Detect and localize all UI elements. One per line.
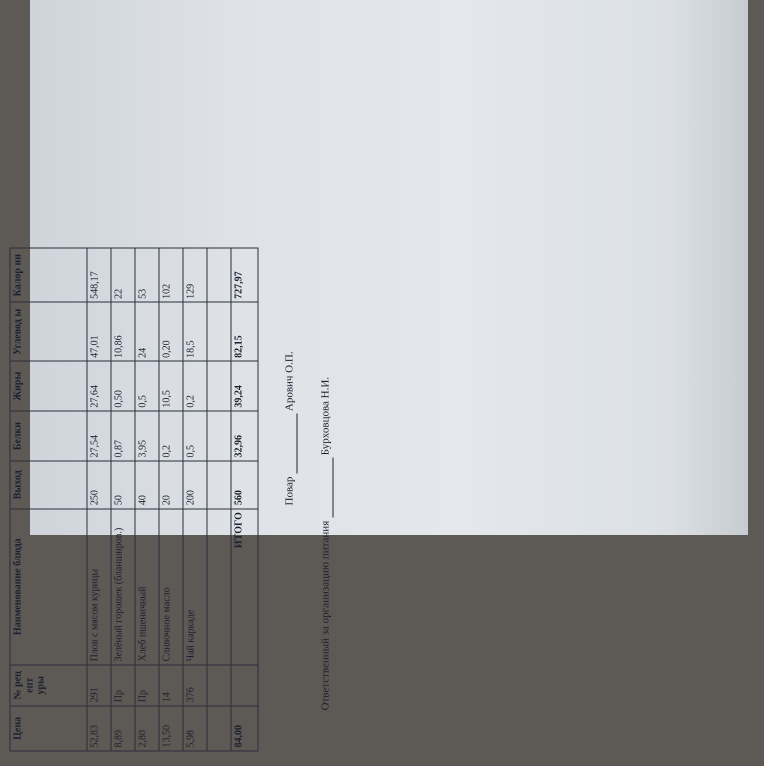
header-proteins: Белки xyxy=(10,411,87,461)
responsible-name: Бурховцова Н.И. xyxy=(319,376,332,456)
cell-price: 52,83 xyxy=(87,706,111,751)
cell-fats: 0,2 xyxy=(183,361,207,411)
cell-calories: 53 xyxy=(135,248,159,302)
cook-name: Арович О.П. xyxy=(283,351,296,412)
total-price: 84,00 xyxy=(231,706,258,751)
cell-calories: 129 xyxy=(183,248,207,302)
cell-price: 2,80 xyxy=(135,706,159,751)
cell-dish: Чай каркаде xyxy=(183,509,207,665)
cell-carbs: 47,01 xyxy=(87,302,111,361)
cell-output: 50 xyxy=(111,461,135,509)
cell-proteins: 0,2 xyxy=(159,411,183,461)
cell-fats: 0,5 xyxy=(135,361,159,411)
total-fats: 39,24 xyxy=(231,361,258,411)
cell-calories xyxy=(207,248,231,302)
table-row xyxy=(159,248,183,751)
cell-price xyxy=(207,706,231,751)
cell-proteins: 27,54 xyxy=(87,411,111,461)
header-dish: Наименование блюда xyxy=(10,509,87,665)
total-label: ИТОГО xyxy=(231,509,258,665)
total-calories: 727,97 xyxy=(231,248,258,302)
cell-carbs: 18,5 xyxy=(183,302,207,361)
cell-dish xyxy=(207,509,231,665)
cell-dish: Плов с мясом курицы xyxy=(87,509,111,665)
cell-price: 5,98 xyxy=(183,706,207,751)
cell-carbs: 0,20 xyxy=(159,302,183,361)
header-calories: Калор ии xyxy=(10,248,87,302)
cell-fats: 27,64 xyxy=(87,361,111,411)
cell-proteins: 0,5 xyxy=(183,411,207,461)
header-output: Выход xyxy=(10,461,87,509)
table-row xyxy=(183,248,207,751)
table-total-row xyxy=(231,248,258,751)
cell-recipe xyxy=(207,665,231,706)
responsible-signature xyxy=(320,458,334,518)
total-recipe xyxy=(231,665,258,706)
header-recipe: № рец епт уры xyxy=(10,665,87,706)
rotated-page xyxy=(0,231,564,766)
cell-proteins xyxy=(207,411,231,461)
total-proteins: 32,96 xyxy=(231,411,258,461)
cell-output: 20 xyxy=(159,461,183,509)
cell-calories: 548,17 xyxy=(87,248,111,302)
responsible-signature-line xyxy=(320,377,334,711)
cell-output: 40 xyxy=(135,461,159,509)
cell-recipe: 14 xyxy=(159,665,183,706)
table-row xyxy=(135,248,159,751)
table-header-row xyxy=(10,248,87,751)
paper-shadow xyxy=(668,0,748,535)
cook-signature-line xyxy=(284,351,298,505)
total-carbs: 82,15 xyxy=(231,302,258,361)
cell-dish: Сливочное масло xyxy=(159,509,183,665)
cell-recipe: 376 xyxy=(183,665,207,706)
header-carbs: Углевод ы xyxy=(10,302,87,361)
table-row xyxy=(111,248,135,751)
cell-dish: Хлеб пшеничный xyxy=(135,509,159,665)
header-fats: Жиры xyxy=(10,361,87,411)
cell-recipe: Пр xyxy=(111,665,135,706)
cell-carbs xyxy=(207,302,231,361)
document-paper xyxy=(12,0,748,748)
cell-calories: 102 xyxy=(159,248,183,302)
cell-fats: 0,50 xyxy=(111,361,135,411)
cell-price: 13,50 xyxy=(159,706,183,751)
header-price: Цена xyxy=(10,706,87,751)
cell-price: 8,89 xyxy=(111,706,135,751)
cell-dish: Зелёный горошек (бланширов.) xyxy=(111,509,135,665)
menu-table xyxy=(10,248,259,752)
cell-output: 250 xyxy=(87,461,111,509)
cell-recipe: 291 xyxy=(87,665,111,706)
table-row xyxy=(87,248,111,751)
cell-fats: 10,5 xyxy=(159,361,183,411)
cell-recipe: Пр xyxy=(135,665,159,706)
table-row-empty xyxy=(207,248,231,751)
cell-fats xyxy=(207,361,231,411)
cell-proteins: 3,95 xyxy=(135,411,159,461)
cell-output xyxy=(207,461,231,509)
cook-label: Повар xyxy=(283,476,296,506)
cell-calories: 22 xyxy=(111,248,135,302)
total-output: 560 xyxy=(231,461,258,509)
cell-carbs: 24 xyxy=(135,302,159,361)
cell-output: 200 xyxy=(183,461,207,509)
cell-carbs: 10,86 xyxy=(111,302,135,361)
responsible-label: Ответственный за организацию питания xyxy=(319,520,332,711)
cell-proteins: 0,87 xyxy=(111,411,135,461)
cook-signature xyxy=(284,414,298,474)
